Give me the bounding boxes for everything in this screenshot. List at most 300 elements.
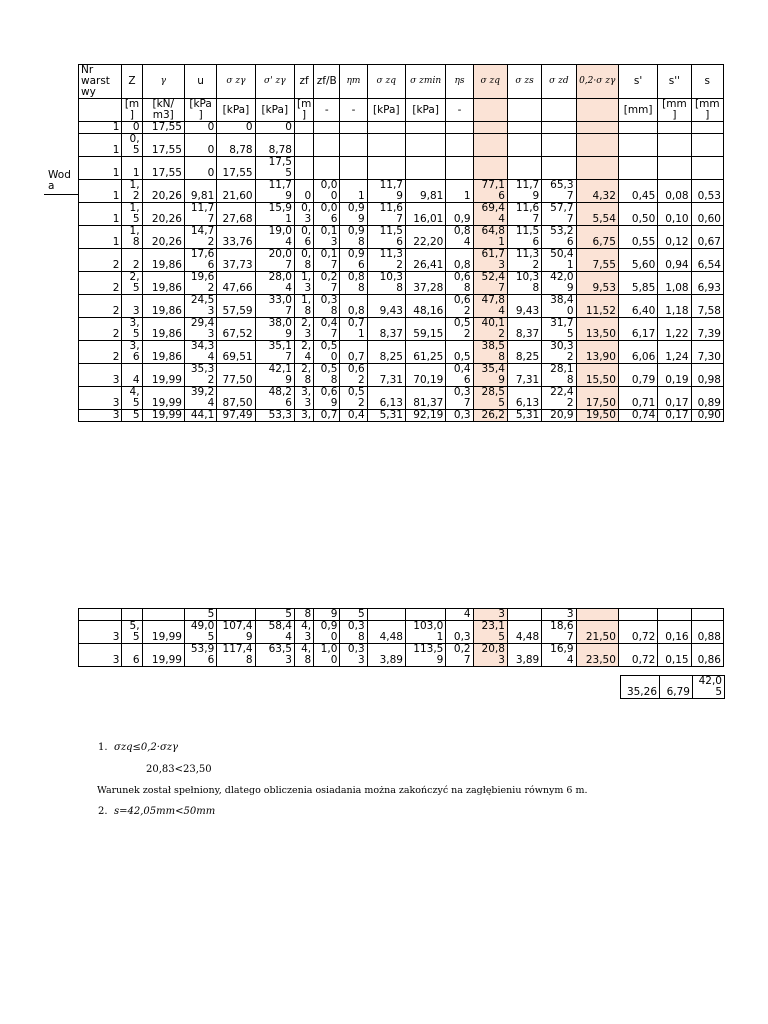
table-row-cell: 0,45 (618, 180, 657, 203)
table-row-cell: 17,50 (576, 387, 618, 410)
table-row-cell: 0,3 8 (314, 295, 340, 318)
table-row-cell: 19,86 (142, 272, 184, 295)
note-1-number: 1. (98, 742, 108, 753)
table-row-cell: 69,4 4 (473, 203, 507, 226)
table-row-cell: 4, 8 (294, 644, 313, 667)
table-row-cell: 0,0 6 (314, 203, 340, 226)
table-row-cell: 19,6 2 (184, 272, 216, 295)
table-row-cell: 103,0 1 (405, 621, 445, 644)
table-row-cell: 28,5 5 (473, 387, 507, 410)
table-row-cell: 0,2 7 (446, 644, 473, 667)
table-row-cell: 87,50 (217, 387, 255, 410)
units-row-cell (507, 99, 541, 122)
table-row-cell: 0,1 7 (314, 249, 340, 272)
table-row-cell: 27,68 (217, 203, 255, 226)
table-row-cell: 8 (294, 609, 313, 621)
table-row-cell: 0,67 (691, 226, 723, 249)
table-row-cell: 92,19 (405, 410, 445, 422)
table-row-cell: 0,3 3 (340, 644, 367, 667)
table-row-cell (294, 134, 313, 157)
table-row-cell: 19,99 (142, 644, 184, 667)
table-row-cell: 19,99 (142, 410, 184, 422)
table-row-cell: 67,52 (217, 318, 255, 341)
table-row-cell (340, 134, 367, 157)
table-row (79, 341, 724, 364)
table-row-cell: 11,5 6 (507, 226, 541, 249)
table-row (79, 410, 724, 422)
units-row-cell: - (340, 99, 367, 122)
table-row-cell: 19,99 (142, 364, 184, 387)
sum-row (620, 675, 725, 699)
table-row-cell: 0 (217, 122, 255, 134)
header-row-cell: s'' (658, 65, 691, 99)
header-row-cell: s' (618, 65, 657, 99)
table-row-cell: 1 (446, 180, 473, 203)
header-row-cell: s (691, 65, 723, 99)
table-row-cell: 29,4 3 (184, 318, 216, 341)
table-row-cell: 0,8 4 (446, 226, 473, 249)
table-row-cell: 3 (79, 644, 122, 667)
table-row-cell: 7,55 (576, 249, 618, 272)
note-1-values: 20,83<23,50 (146, 764, 212, 775)
table-row-cell (122, 609, 142, 621)
table-row-cell: 117,4 8 (217, 644, 255, 667)
table-row-cell (314, 157, 340, 180)
table-row-cell: 0,9 9 (340, 203, 367, 226)
table-row-cell: 3 (79, 621, 122, 644)
table-row-cell: 0,50 (618, 203, 657, 226)
table-row-cell: 0,5 (446, 341, 473, 364)
table-row-cell: 2, 4 (294, 341, 313, 364)
table-row-cell: 113,5 9 (405, 644, 445, 667)
table-row-cell (340, 122, 367, 134)
table-row-cell: 0,6 9 (314, 387, 340, 410)
header-row-cell: σ zq (473, 65, 507, 99)
table-row-cell: 1, 5 (122, 203, 142, 226)
table-row-cell: 8,78 (217, 134, 255, 157)
table-row-cell: 0,19 (658, 364, 691, 387)
table-row-cell: 0,0 0 (314, 180, 340, 203)
table-row-cell (507, 134, 541, 157)
table-row-cell: 21,50 (576, 621, 618, 644)
table-row-cell: 1 (122, 157, 142, 180)
table-row-cell: 3,89 (507, 644, 541, 667)
table-row-cell: 11,6 7 (367, 203, 405, 226)
table-row-cell (294, 157, 313, 180)
table-row-cell: 0,8 (446, 249, 473, 272)
header-row-cell: σ zq (367, 65, 405, 99)
table-row (79, 122, 724, 134)
table-row-cell: 2 (79, 295, 122, 318)
table-row-cell: 7,30 (691, 341, 723, 364)
table-row-cell (217, 609, 255, 621)
table-row-cell: 11,5 6 (367, 226, 405, 249)
table-row-cell: 0,3 (446, 410, 473, 422)
table-row-cell: 26,2 (473, 410, 507, 422)
table-row (79, 180, 724, 203)
table-row-cell: 3, 3 (294, 387, 313, 410)
table-row-cell (367, 609, 405, 621)
table-row-cell: 6,13 (507, 387, 541, 410)
table-row-cell: 49,0 5 (184, 621, 216, 644)
table-row-cell: 0,86 (691, 644, 723, 667)
sum-s-double-prime: 6,79 (660, 676, 693, 699)
table-row-cell: 9,81 (405, 180, 445, 203)
table-row-cell: 0,79 (618, 364, 657, 387)
units-row-cell (473, 99, 507, 122)
table-row-cell: 11,52 (576, 295, 618, 318)
table-row-cell: 1 (79, 157, 122, 180)
table-row-cell: 20,26 (142, 226, 184, 249)
table-row-cell: 2, 5 (122, 272, 142, 295)
table-row-cell: 19,86 (142, 318, 184, 341)
table-row-cell: 0 (122, 122, 142, 134)
table-row-cell: 6,75 (576, 226, 618, 249)
table-row-cell (446, 157, 473, 180)
table-row-cell: 48,2 6 (255, 387, 294, 410)
table-row-cell: 3 (542, 609, 576, 621)
table-row-cell: 19,99 (142, 387, 184, 410)
table-row-cell: 17,6 6 (184, 249, 216, 272)
table-row-cell: 0,6 2 (340, 364, 367, 387)
table-row-cell: 38,5 8 (473, 341, 507, 364)
table-row-cell: 0,15 (658, 644, 691, 667)
table-row-cell (658, 122, 691, 134)
table-row-cell: 0,5 2 (446, 318, 473, 341)
table-row-cell (618, 157, 657, 180)
table-row-cell (691, 134, 723, 157)
units-row-cell (79, 99, 122, 122)
table-row-cell: 0,3 8 (340, 621, 367, 644)
table-row-cell: 20,0 7 (255, 249, 294, 272)
table-row-cell: 3 (122, 295, 142, 318)
table-row-cell: 38,4 0 (542, 295, 576, 318)
table-row-cell: 13,90 (576, 341, 618, 364)
table-row-cell: 1 (79, 180, 122, 203)
table-row-cell: 38,0 9 (255, 318, 294, 341)
table-row-cell: 42,1 9 (255, 364, 294, 387)
table-row-cell (542, 157, 576, 180)
table-row-cell: 0,88 (691, 621, 723, 644)
units-row-cell: [kN/ m3] (142, 99, 184, 122)
table-row-cell: 53,3 (255, 410, 294, 422)
table-row-cell (367, 122, 405, 134)
table-row-cell: 37,28 (405, 272, 445, 295)
table-row-cell: 13,50 (576, 318, 618, 341)
table-row-cell: 30,3 2 (542, 341, 576, 364)
table-row-cell: 7,31 (367, 364, 405, 387)
table-row-cell: 8,25 (367, 341, 405, 364)
table-row-cell: 37,73 (217, 249, 255, 272)
table-row-cell (542, 122, 576, 134)
table-row-cell: 4,32 (576, 180, 618, 203)
header-row-cell: 0,2·σ zγ (576, 65, 618, 99)
table-row-cell: 0, 8 (294, 249, 313, 272)
side-divider (44, 194, 78, 195)
table-row-cell: 15,50 (576, 364, 618, 387)
table-row-cell (507, 157, 541, 180)
table-row-cell: 8,78 (255, 134, 294, 157)
table-row-cell: 14,7 2 (184, 226, 216, 249)
sum-s-prime: 35,26 (621, 676, 660, 699)
table-row-cell: 107,4 9 (217, 621, 255, 644)
table-row-cell (405, 609, 445, 621)
table-row-cell (576, 609, 618, 621)
table-row-cell: 48,16 (405, 295, 445, 318)
table-row-cell: 0,89 (691, 387, 723, 410)
table-row-cell: 0,2 7 (314, 272, 340, 295)
header-row (79, 65, 724, 99)
table-row-cell: 35,4 9 (473, 364, 507, 387)
table-row-cell: 3 (79, 410, 122, 422)
table-row-cell: 0 (184, 157, 216, 180)
table-row-cell: 7,39 (691, 318, 723, 341)
header-row-cell: ηs (446, 65, 473, 99)
table-row-cell: 11,7 9 (255, 180, 294, 203)
table-row-cell: 6,06 (618, 341, 657, 364)
header-row-cell: σ zs (507, 65, 541, 99)
header-row-cell: σ zmin (405, 65, 445, 99)
table-row-cell (691, 122, 723, 134)
table-row-cell: 0,4 6 (446, 364, 473, 387)
table-row-cell: 0 (184, 122, 216, 134)
table-row-cell (405, 134, 445, 157)
table-row-cell: 50,4 1 (542, 249, 576, 272)
table-row-cell: 1, 8 (122, 226, 142, 249)
table-row-cell: 19,0 4 (255, 226, 294, 249)
table-row-cell: 3 (79, 364, 122, 387)
table-row-cell: 0,12 (658, 226, 691, 249)
table-row-cell: 2 (79, 318, 122, 341)
table-row-cell (142, 609, 184, 621)
table-row-cell: 77,1 6 (473, 180, 507, 203)
sum-s: 42,0 5 (693, 676, 725, 699)
table-row-cell: 5,60 (618, 249, 657, 272)
table-row-cell: 7,31 (507, 364, 541, 387)
table-row-cell: 1 (79, 122, 122, 134)
table-row-cell (691, 609, 723, 621)
table-row-cell: 19,86 (142, 341, 184, 364)
table-row-cell: 6,13 (367, 387, 405, 410)
table-row-cell: 33,0 7 (255, 295, 294, 318)
table-row-cell: 39,2 4 (184, 387, 216, 410)
units-row-cell: [m ] (294, 99, 313, 122)
table-row-cell: 28,1 8 (542, 364, 576, 387)
settlement-table (78, 64, 724, 422)
table-row-cell: 59,15 (405, 318, 445, 341)
table-row-cell (405, 122, 445, 134)
table-row-cell: 3 (473, 609, 507, 621)
table-row-cell: 0,7 1 (340, 318, 367, 341)
table-row-cell: 4, 3 (294, 621, 313, 644)
table-row-cell (576, 134, 618, 157)
table-row-cell: 0,71 (618, 387, 657, 410)
table-row-cell: 24,5 3 (184, 295, 216, 318)
header-row-cell: γ (142, 65, 184, 99)
table-row-cell: 8,25 (507, 341, 541, 364)
table-row-cell: 3,89 (367, 644, 405, 667)
table-row-cell: 1,18 (658, 295, 691, 318)
table-row-cell: 34,3 4 (184, 341, 216, 364)
table-row-cell: 4, 5 (122, 387, 142, 410)
table-row-cell: 19,99 (142, 621, 184, 644)
table-row (79, 272, 724, 295)
table-row-cell: 35,3 2 (184, 364, 216, 387)
table-row-cell (446, 134, 473, 157)
table-row-cell: 20,26 (142, 203, 184, 226)
table-row (79, 621, 724, 644)
table-row-cell (576, 157, 618, 180)
settlement-table-continued (78, 608, 724, 667)
table-row-cell (618, 134, 657, 157)
header-row-cell: Nr warst wy (79, 65, 122, 99)
table-row-cell: 0,17 (658, 410, 691, 422)
table-row-cell (340, 157, 367, 180)
table-row (79, 203, 724, 226)
table-row-cell (473, 157, 507, 180)
table-row-cell (367, 134, 405, 157)
table-row-cell: 1, 8 (294, 295, 313, 318)
table-row-cell: 19,86 (142, 249, 184, 272)
table-row-cell (314, 134, 340, 157)
table-row-cell (618, 122, 657, 134)
table-row-cell (658, 157, 691, 180)
note-1-formula: σzq≤0,2·σzγ (114, 742, 179, 753)
table-row-cell: 42,0 9 (542, 272, 576, 295)
table-row-cell: 0 (255, 122, 294, 134)
table-row-cell: 31,7 5 (542, 318, 576, 341)
table-row-cell: 0,94 (658, 249, 691, 272)
table-row-cell: 1 (79, 226, 122, 249)
table-row-cell: 0,8 8 (340, 272, 367, 295)
table-row-cell (367, 157, 405, 180)
table-row-cell: 17,5 5 (255, 157, 294, 180)
table-row-cell: 4 (122, 364, 142, 387)
table-row-cell: 1 (79, 203, 122, 226)
table-row-cell: 0,3 7 (446, 387, 473, 410)
table-row-cell: 17,55 (217, 157, 255, 180)
table-row (79, 226, 724, 249)
table-row-cell: 11,3 2 (507, 249, 541, 272)
table-row-cell: 0,1 3 (314, 226, 340, 249)
table-row-cell: 61,7 3 (473, 249, 507, 272)
table-row-cell: 1,08 (658, 272, 691, 295)
note-2-formula: s=42,05mm<50mm (114, 806, 216, 817)
table-row-cell: 0,6 8 (446, 272, 473, 295)
table-row-cell: 33,76 (217, 226, 255, 249)
table-row-cell: 3 (79, 387, 122, 410)
units-row-cell: - (314, 99, 340, 122)
table-row-cell: 0,90 (691, 410, 723, 422)
table-row-cell: 53,2 6 (542, 226, 576, 249)
table-row-cell: 0,9 (446, 203, 473, 226)
table-row-cell: 8,37 (507, 318, 541, 341)
table-row-cell: 2 (79, 341, 122, 364)
units-row-cell: [mm] (618, 99, 657, 122)
table-row-cell (473, 134, 507, 157)
table-row-cell: 9,43 (367, 295, 405, 318)
table-row-cell (473, 122, 507, 134)
table-row-cell: 0,6 2 (446, 295, 473, 318)
table-row-cell: 9,81 (184, 180, 216, 203)
table-row-cell: 5 (122, 410, 142, 422)
units-row-cell (542, 99, 576, 122)
header-row-cell: σ zγ (217, 65, 255, 99)
table-row-cell: 0,98 (691, 364, 723, 387)
table-row-cell: 0,7 (340, 341, 367, 364)
table-row-cell: 4,48 (367, 621, 405, 644)
table-row-cell: 10,3 8 (507, 272, 541, 295)
table-row-cell: 0,08 (658, 180, 691, 203)
table-row-cell: 6,93 (691, 272, 723, 295)
table-row-cell: 52,4 7 (473, 272, 507, 295)
table-row-cell: 5, 5 (122, 621, 142, 644)
table-row-cell (691, 157, 723, 180)
table-row-cell: 2 (122, 249, 142, 272)
table-row-cell: 0,16 (658, 621, 691, 644)
table-row-cell: 47,66 (217, 272, 255, 295)
table-row-cell: 1 (340, 180, 367, 203)
table-row-cell: 1 (79, 134, 122, 157)
table-row (79, 134, 724, 157)
table-row-cell (446, 122, 473, 134)
table-row-cell: 0,53 (691, 180, 723, 203)
units-row-cell: [kPa] (367, 99, 405, 122)
table-row-cell: 20,26 (142, 180, 184, 203)
table-row-cell: 65,3 7 (542, 180, 576, 203)
table-row-cell (658, 134, 691, 157)
table-row-cell: 18,6 7 (542, 621, 576, 644)
table-row-cell: 9,53 (576, 272, 618, 295)
table-row-cell: 19,86 (142, 295, 184, 318)
table-row-cell (618, 609, 657, 621)
table-row-cell: 5,54 (576, 203, 618, 226)
table-row-cell: 11,3 2 (367, 249, 405, 272)
table-row-cell: 0, 3 (294, 203, 313, 226)
table-row-cell: 6,40 (618, 295, 657, 318)
table-row-cell: 63,5 3 (255, 644, 294, 667)
header-row-cell: zf/B (314, 65, 340, 99)
table-row-cell: 53,9 6 (184, 644, 216, 667)
table-row-cell (314, 122, 340, 134)
table-row-cell: 1, 2 (122, 180, 142, 203)
table-row-cell: 0,72 (618, 644, 657, 667)
table-row-cell: 5 (340, 609, 367, 621)
units-row-cell: [m ] (122, 99, 142, 122)
units-row-cell: [mm ] (691, 99, 723, 122)
table-row-cell: 2, 8 (294, 364, 313, 387)
table-row-cell: 20,9 (542, 410, 576, 422)
table-row-cell: 21,60 (217, 180, 255, 203)
table-row-cell: 11,6 7 (507, 203, 541, 226)
table-row-cell: 19,50 (576, 410, 618, 422)
table-row-cell: 5 (255, 609, 294, 621)
table-row-cell: 28,0 4 (255, 272, 294, 295)
table-row-cell: 4 (446, 609, 473, 621)
table-row-cell: 2 (79, 249, 122, 272)
units-row-cell (576, 99, 618, 122)
table-row-cell (658, 609, 691, 621)
table-row-cell: 22,4 2 (542, 387, 576, 410)
table-row-cell: 16,9 4 (542, 644, 576, 667)
table-row-cell: 11,7 9 (367, 180, 405, 203)
table-row-cell: 69,51 (217, 341, 255, 364)
table-row (79, 387, 724, 410)
table-row-cell: 1,22 (658, 318, 691, 341)
header-row-cell: ηm (340, 65, 367, 99)
table-row-cell: 9,43 (507, 295, 541, 318)
table-row-cell (576, 122, 618, 134)
